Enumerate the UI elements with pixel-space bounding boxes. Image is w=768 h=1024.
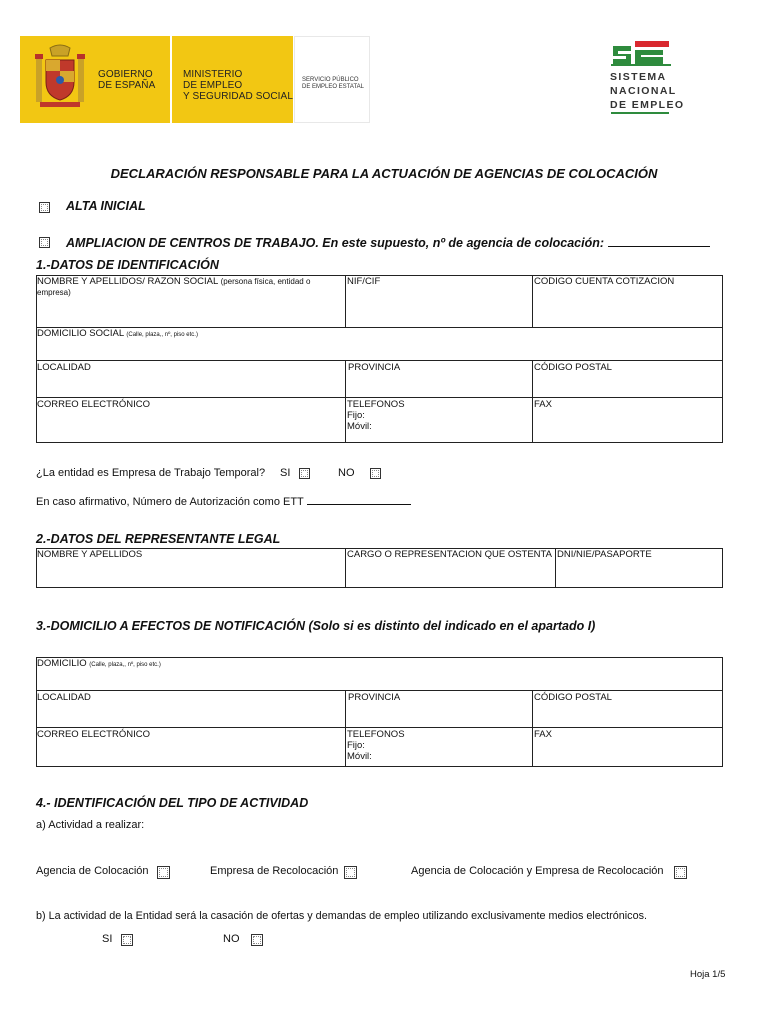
opt-agencia-label: Agencia de Colocación (36, 865, 149, 877)
sne-line-3: DE EMPLEO (610, 99, 685, 111)
page-number: Hoja 1/5 (690, 969, 726, 980)
notif-provincia-label: PROVINCIA (348, 692, 401, 703)
gobierno-label: GOBIERNO DE ESPAÑA (98, 69, 156, 91)
sne-underline (611, 112, 669, 114)
ampliacion-label (66, 236, 710, 250)
notif-fijo-label: Fijo: (347, 740, 365, 751)
sne-wordmark (610, 70, 684, 112)
table-divider (36, 690, 723, 691)
ministerio-line-2: DE EMPLEO (183, 80, 243, 91)
ministerio-line-1: MINISTERIO (183, 69, 243, 80)
b-no-label: NO (223, 933, 240, 945)
domicilio-note: (Calle, plaza,, nº, piso etc.) (126, 332, 198, 338)
b-no-checkbox[interactable] (251, 934, 263, 946)
ampliacion-checkbox[interactable] (39, 237, 50, 248)
notif-movil-label: Móvil: (347, 751, 372, 762)
table-divider (345, 275, 346, 327)
actividad-label: a) Actividad a realizar: (36, 819, 145, 831)
table-divider (532, 360, 533, 443)
ett-si-checkbox[interactable] (299, 468, 310, 479)
medios-electronicos-label: b) La actividad de la Entidad será la casación de ofertas y demandas de empleo utilizando exclusivamente medios electrónicos. (36, 910, 647, 922)
table-divider (555, 548, 556, 588)
rep-nombre-label: NOMBRE Y APELLIDOS (37, 549, 143, 560)
sepe-line-1: SERVICIO PÚBLICO (302, 77, 359, 83)
table-divider (36, 360, 723, 361)
movil-label: Móvil: (347, 421, 372, 432)
table-divider (36, 397, 723, 398)
notif-domicilio-field[interactable] (37, 658, 161, 671)
ett-autorizacion-label: En caso afirmativo, Número de Autorización como ETT (36, 496, 304, 508)
fijo-label: Fijo: (347, 410, 365, 421)
table-divider (532, 275, 533, 327)
sepe-line-2: DE EMPLEO ESTATAL (302, 84, 365, 90)
notif-domicilio-label: DOMICILIO (37, 658, 87, 669)
fax-label: FAX (534, 399, 552, 410)
ett-si-label: SI (280, 467, 291, 479)
section4-heading: 4.- IDENTIFICACIÓN DEL TIPO DE ACTIVIDAD (36, 796, 309, 810)
b-si-checkbox[interactable] (121, 934, 133, 946)
nombre-note-2: empresa) (37, 288, 71, 297)
provincia-label: PROVINCIA (348, 362, 401, 373)
section3-title: 3.-DOMICILIO A EFECTOS DE NOTIFICACIÓN (36, 619, 305, 633)
notif-telefonos-label: TELEFONOS (347, 729, 405, 740)
opt-empresa-checkbox[interactable] (344, 866, 357, 879)
nombre-razon-social-field[interactable] (37, 276, 337, 298)
ampliacion-rest-text: En este supuesto, nº de agencia de colocación: (322, 236, 605, 250)
ett-autorizacion-row (36, 496, 411, 508)
telefonos-field[interactable] (347, 399, 405, 432)
coat-of-arms-icon (32, 44, 88, 112)
table-divider (532, 690, 533, 767)
opt-ambas-label: Agencia de Colocación y Empresa de Recolocación (411, 865, 664, 877)
sne-line-2: NACIONAL (610, 85, 677, 97)
alta-inicial-label: ALTA INICIAL (66, 199, 146, 213)
rep-cargo-label: CARGO O REPRESENTACION QUE OSTENTA (347, 549, 552, 560)
domicilio-social-field[interactable] (37, 328, 198, 341)
nif-label: NIF/CIF (347, 276, 381, 287)
domicilio-label: DOMICILIO SOCIAL (37, 328, 124, 339)
opt-ambas-checkbox[interactable] (674, 866, 687, 879)
notif-domicilio-note: (Calle, plaza,, nº, piso etc.) (89, 662, 161, 668)
opt-agencia-checkbox[interactable] (157, 866, 170, 879)
localidad-label: LOCALIDAD (37, 362, 91, 373)
ett-autorizacion-field[interactable] (307, 504, 411, 505)
table-divider (345, 548, 346, 588)
opt-empresa-label: Empresa de Recolocación (210, 865, 339, 877)
notif-fax-label: FAX (534, 729, 552, 740)
ett-question: ¿La entidad es Empresa de Trabajo Temporal? (36, 467, 266, 479)
agencia-number-field[interactable] (608, 246, 710, 247)
section1-heading: 1.-DATOS DE IDENTIFICACIÓN (36, 258, 219, 272)
ministerio-line-3: Y SEGURIDAD SOCIAL (183, 91, 293, 102)
table-divider (345, 360, 346, 443)
section3-heading (36, 619, 595, 633)
rep-dni-label: DNI/NIE/PASAPORTE (557, 549, 652, 560)
sne-line-1: SISTEMA (610, 71, 667, 83)
section2-heading: 2.-DATOS DEL REPRESENTANTE LEGAL (36, 532, 281, 546)
nombre-label: NOMBRE Y APELLIDOS/ RAZON SOCIAL (37, 276, 218, 287)
ett-no-checkbox[interactable] (370, 468, 381, 479)
correo-label: CORREO ELECTRÓNICO (37, 399, 150, 410)
telefonos-label: TELEFONOS (347, 399, 405, 410)
notif-telefonos-field[interactable] (347, 729, 405, 762)
document-title: DECLARACIÓN RESPONSABLE PARA LA ACTUACIÓN DE AGENCIAS DE COLOCACIÓN (110, 166, 658, 181)
table-divider (345, 690, 346, 767)
sne-logo-icon (611, 40, 671, 66)
codigo-postal-label: CÓDIGO POSTAL (534, 362, 612, 373)
ett-no-label: NO (338, 467, 355, 479)
alta-inicial-checkbox[interactable] (39, 202, 50, 213)
nombre-note: (persona física, entidad o (220, 277, 311, 286)
table-divider (36, 727, 723, 728)
notif-codigo-postal-label: CÓDIGO POSTAL (534, 692, 612, 703)
section3-note: (Solo si es distinto del indicado en el apartado I) (308, 619, 596, 633)
notif-localidad-label: LOCALIDAD (37, 692, 91, 703)
ampliacion-bold-text: AMPLIACION DE CENTROS DE TRABAJO. (66, 236, 319, 250)
b-si-label: SI (102, 933, 113, 945)
notif-correo-label: CORREO ELECTRÓNICO (37, 729, 150, 740)
codigo-cuenta-label: CODIGO CUENTA COTIZACION (534, 276, 675, 287)
